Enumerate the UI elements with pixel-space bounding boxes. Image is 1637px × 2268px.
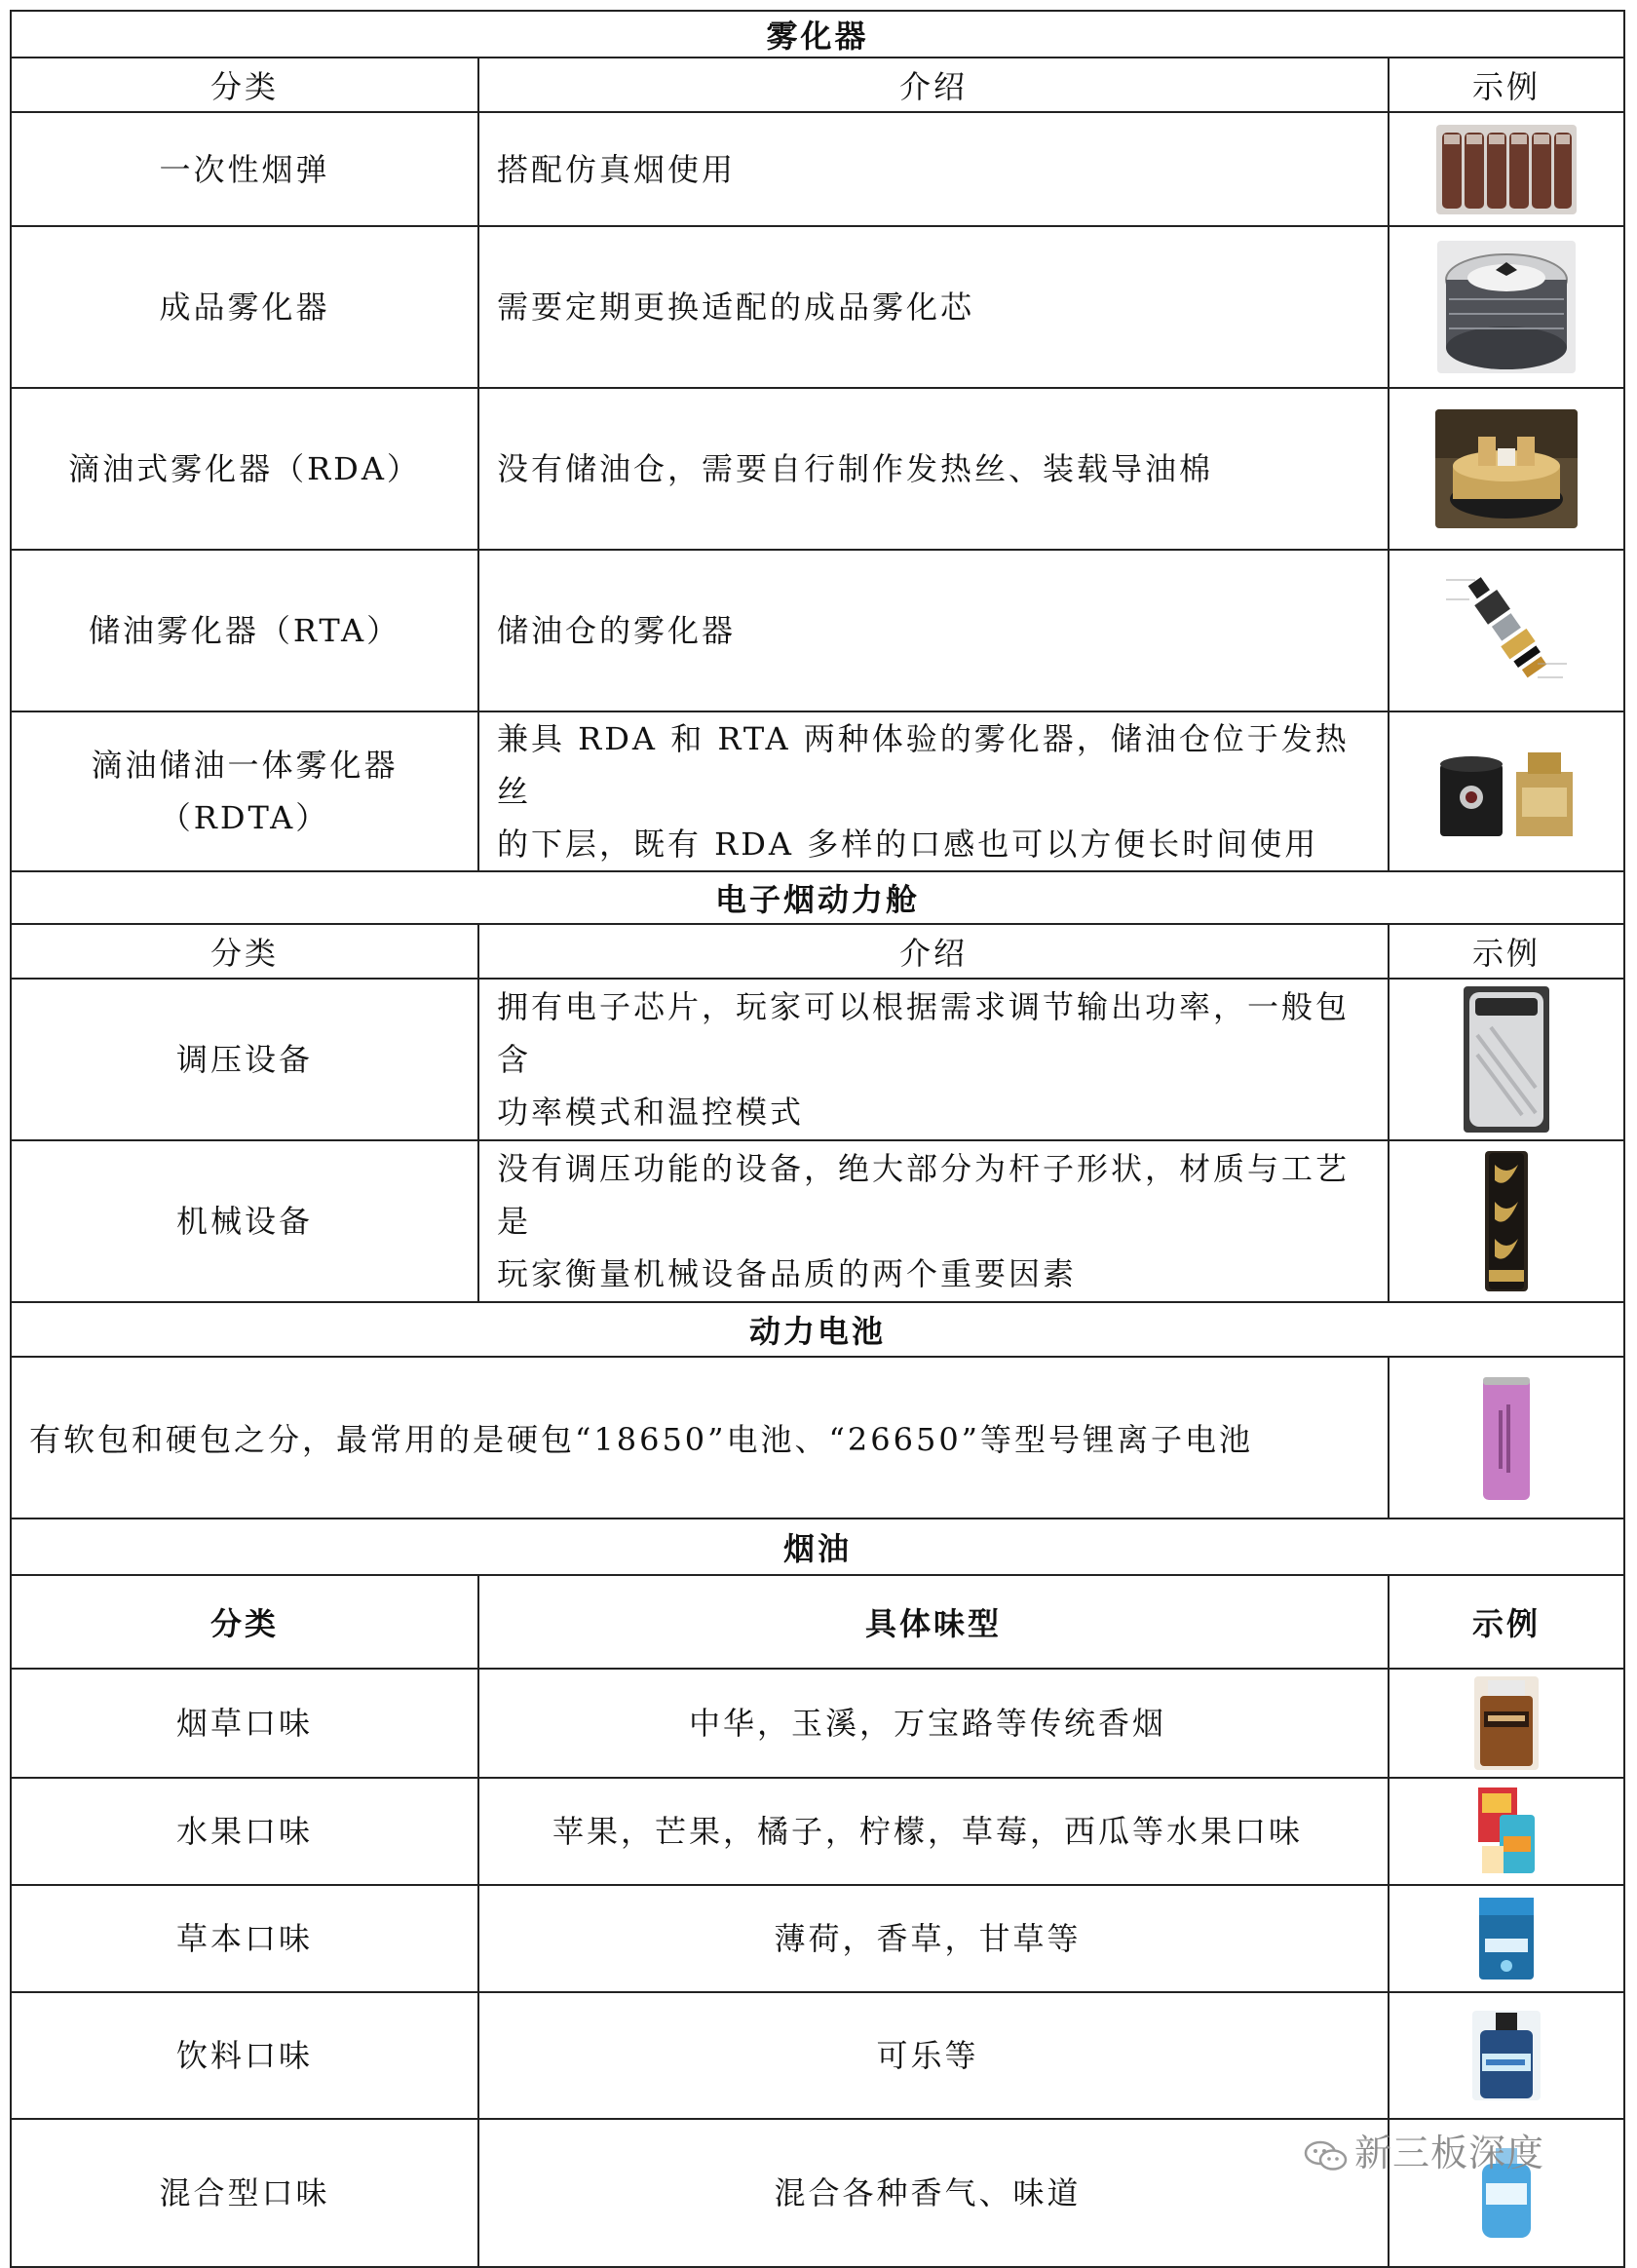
header-example: 示例 [1389,924,1624,979]
header-intro: 介绍 [478,924,1389,979]
battery-photo [1477,1371,1536,1504]
drink-liquid-photo [1472,2011,1541,2100]
section-title-power: 电子烟动力舱 [11,871,1624,924]
mech-mod-photo [1485,1151,1528,1291]
row-name: 一次性烟弹 [11,112,478,226]
table-row [11,1992,1624,2119]
row-name-line1: 滴油储油一体雾化器 [91,747,399,784]
row-name: 调压设备 [11,979,478,1140]
section-title-battery: 动力电池 [11,1302,1624,1357]
row-desc-line2: 功率模式和温控模式 [497,1094,805,1131]
battery-desc: 有软包和硬包之分，最常用的是硬包“18650”电池、“26650”等型号锂离子电池 [11,1357,1389,1518]
row-name: 烟草口味 [11,1669,478,1778]
row-desc-line1: 没有调压功能的设备，绝大部分为杆子形状，材质与工艺是 [497,1150,1351,1240]
header-intro: 介绍 [478,58,1389,112]
table-row [11,1885,1624,1992]
row-desc-line2: 玩家衡量机械设备品质的两个重要因素 [497,1255,1078,1292]
table-row [11,388,1624,550]
tobacco-liquid-photo [1474,1676,1539,1770]
row-desc: 没有储油仓，需要自行制作发热丝、装载导油棉 [478,388,1389,550]
wechat-icon [1304,2139,1349,2172]
row-desc: 可乐等 [478,1992,1389,2119]
table-row [11,1140,1624,1302]
header-flavor: 具体味型 [478,1575,1389,1669]
box-mod-photo [1464,986,1549,1133]
rta-exploded-photo [1436,570,1577,691]
row-desc-line1: 拥有电子芯片，玩家可以根据需求调节输出功率，一般包含 [497,988,1351,1078]
header-category: 分类 [11,58,478,112]
section-title-eliquid: 烟油 [11,1518,1624,1575]
row-name: 成品雾化器 [11,226,478,388]
row-name: 饮料口味 [11,1992,478,2119]
row-desc: 薄荷，香草，甘草等 [478,1885,1389,1992]
row-name: 草本口味 [11,1885,478,1992]
coil-spool-photo [1437,241,1576,373]
row-name: 机械设备 [11,1140,478,1302]
table-row [11,226,1624,388]
header-category: 分类 [11,924,478,979]
rdta-photo [1434,743,1579,840]
watermark-text: 新三板深度 [1354,2132,1545,2174]
header-example: 示例 [1389,1575,1624,1669]
section-title-atomizer: 雾化器 [11,11,1624,58]
fruit-liquid-photo [1474,1786,1539,1877]
row-name: 储油雾化器（RTA） [11,550,478,711]
herbal-liquid-photo [1473,1896,1540,1981]
table-row [11,550,1624,711]
row-desc: 中华，玉溪，万宝路等传统香烟 [478,1669,1389,1778]
row-desc: 需要定期更换适配的成品雾化芯 [478,226,1389,388]
row-desc: 混合各种香气、味道 [478,2119,1389,2267]
row-name-line2: （RDTA） [159,799,330,836]
row-name: 滴油式雾化器（RDA） [11,388,478,550]
row-desc: 苹果，芒果，橘子，柠檬，草莓，西瓜等水果口味 [478,1778,1389,1885]
row-desc: 搭配仿真烟使用 [478,112,1389,226]
row-name: 混合型口味 [11,2119,478,2267]
product-table [10,10,1625,2268]
row-desc-line1: 兼具 RDA 和 RTA 两种体验的雾化器，储油仓位于发热丝 [497,720,1350,810]
row-desc: 储油仓的雾化器 [478,550,1389,711]
table-row [11,112,1624,226]
table-row [11,979,1624,1140]
rda-photo [1435,409,1578,528]
row-desc-line2: 的下层，既有 RDA 多样的口感也可以方便长时间使用 [497,826,1319,863]
header-category: 分类 [11,1575,478,1669]
watermark [1304,2123,1544,2176]
table-row [11,1778,1624,1885]
table-row [11,1357,1624,1518]
table-row [11,1669,1624,1778]
cartridges-photo [1436,125,1577,214]
row-name: 水果口味 [11,1778,478,1885]
table-row [11,711,1624,871]
header-example: 示例 [1389,58,1624,112]
